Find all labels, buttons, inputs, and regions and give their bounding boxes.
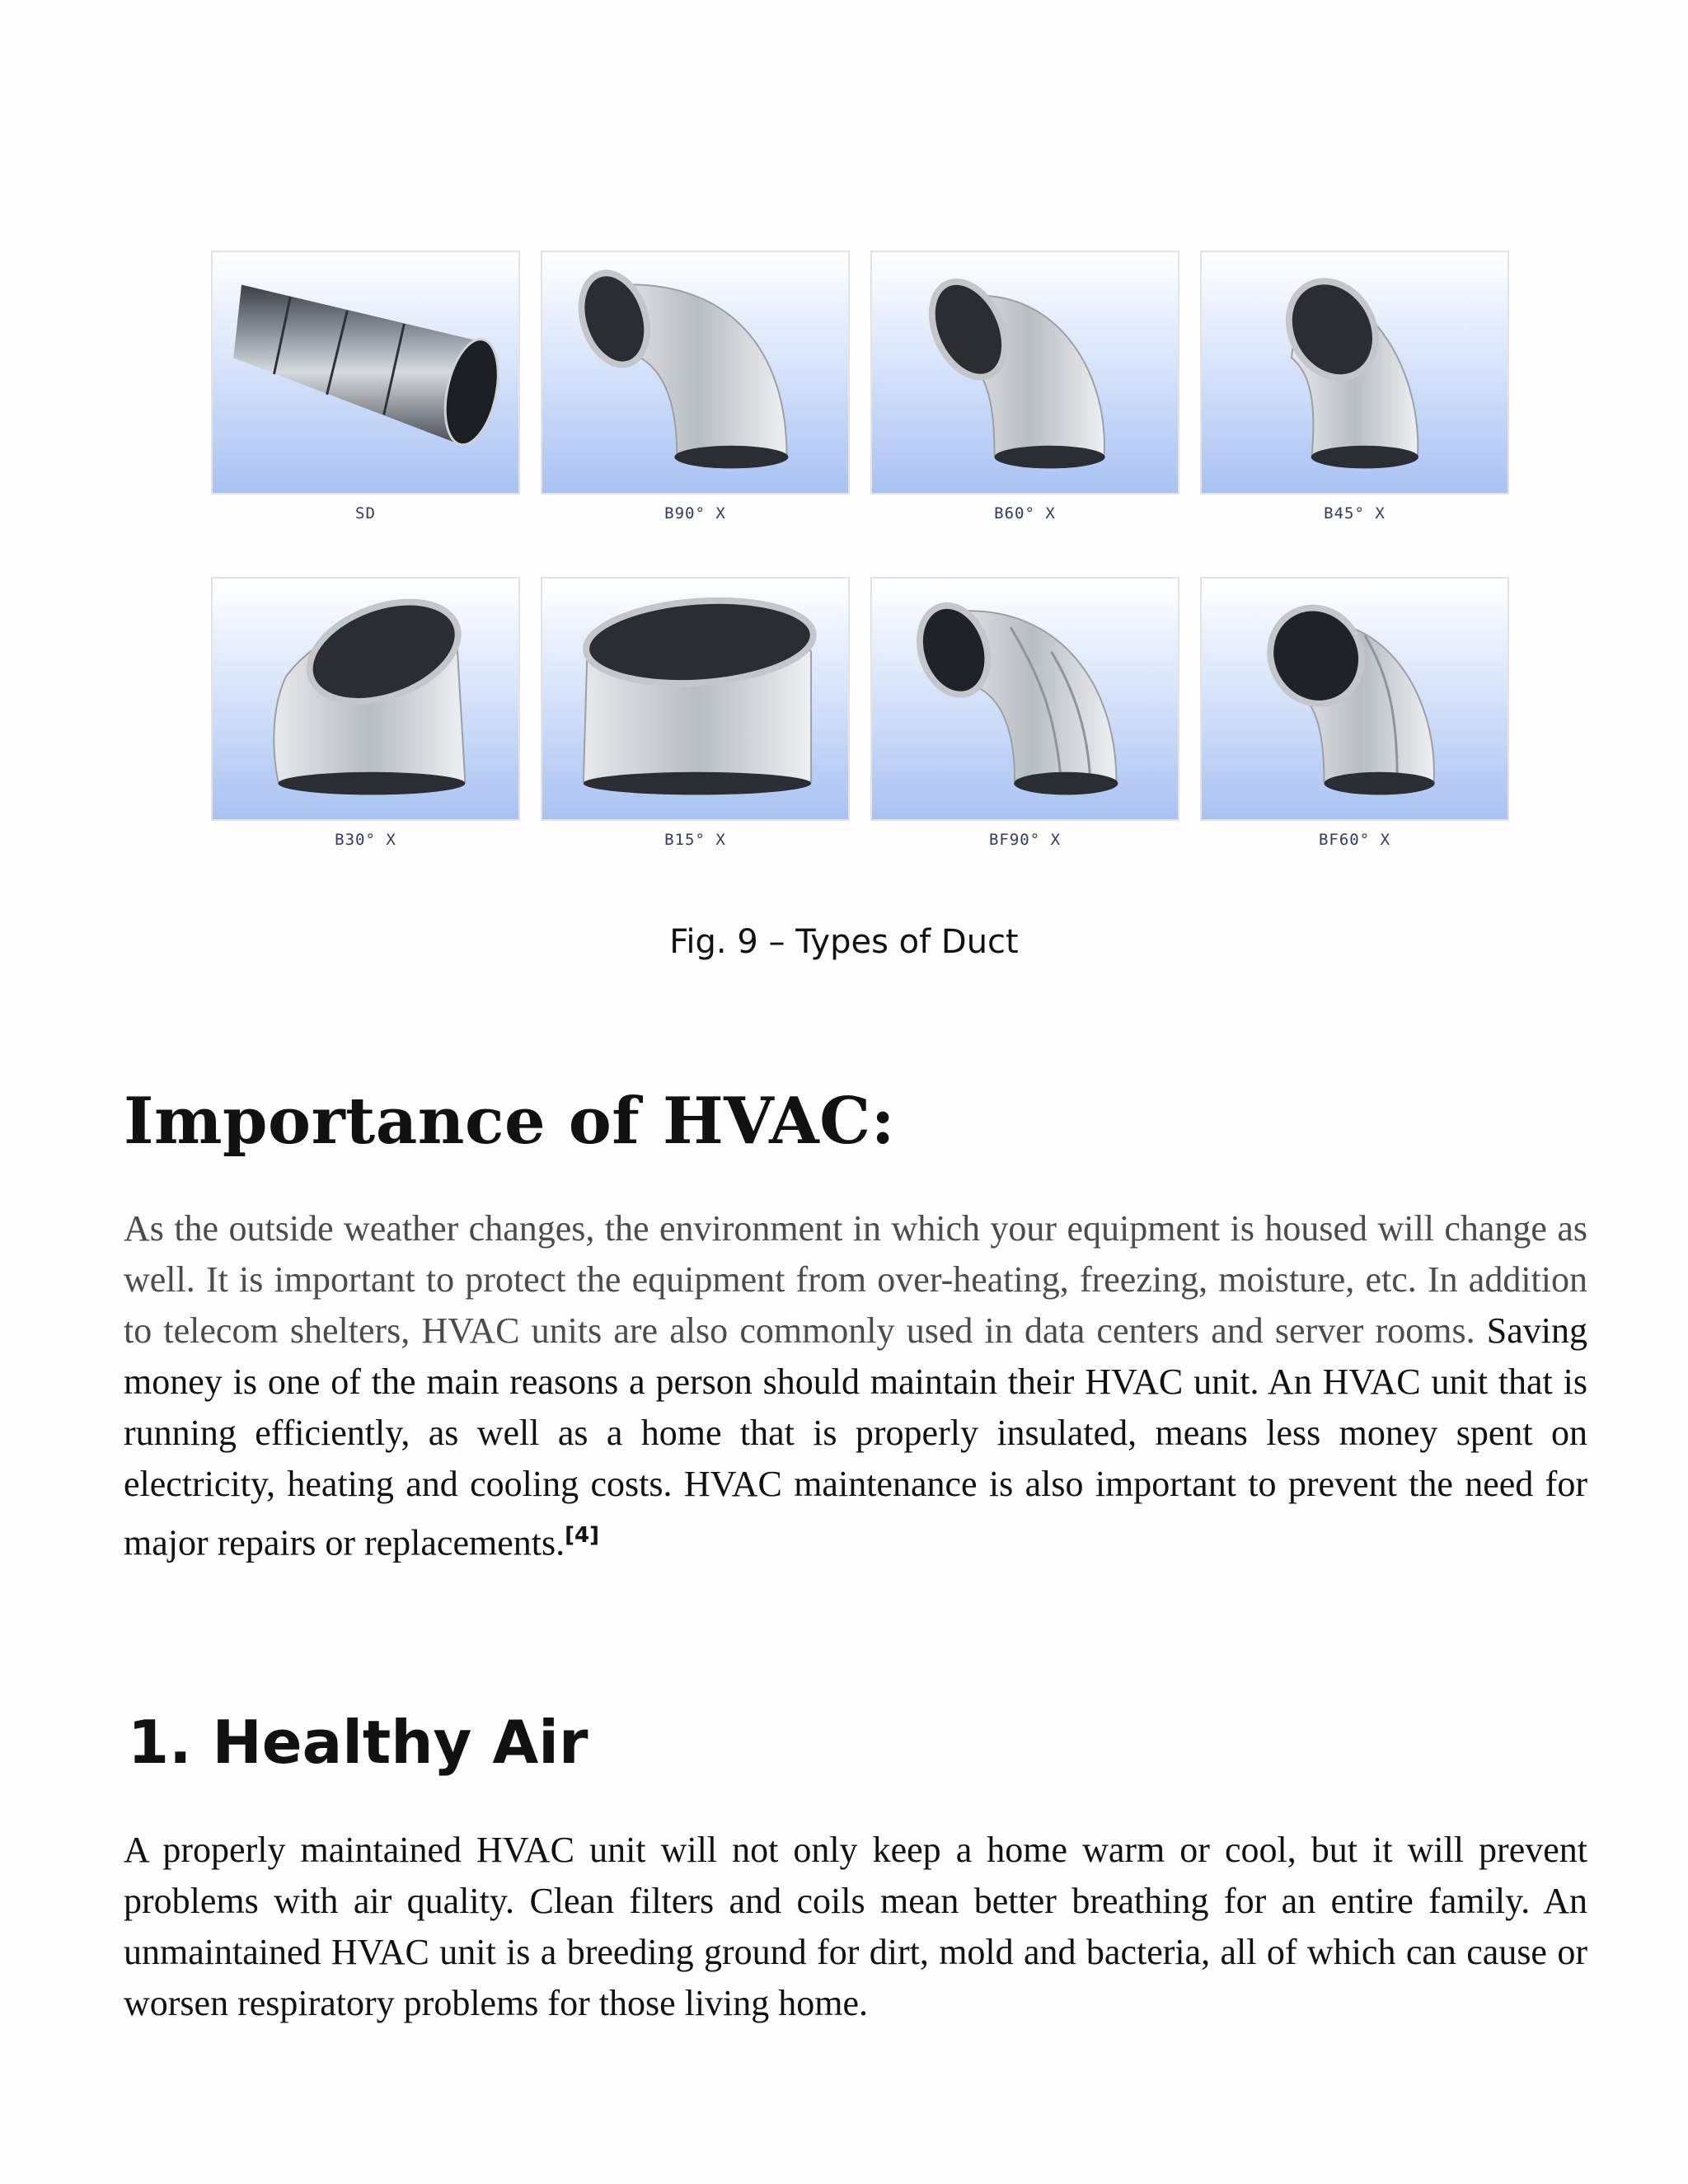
duct-tile <box>211 577 520 849</box>
duct-tile <box>870 251 1179 523</box>
duct-code: SD <box>355 504 376 523</box>
duct-tile <box>541 251 850 523</box>
duct-code: B60° X <box>994 504 1056 523</box>
duct-code: B30° X <box>335 831 396 849</box>
citation-marker: [4] <box>565 1523 599 1548</box>
duct-tile <box>1200 577 1509 849</box>
section-heading-importance: Importance of HVAC: <box>124 1084 896 1159</box>
figure-caption: Fig. 9 – Types of Duct <box>669 923 1019 961</box>
duct-code: B15° X <box>664 831 726 849</box>
duct-tile <box>541 577 850 849</box>
bend-15-image <box>541 577 850 821</box>
duct-tile <box>870 577 1179 849</box>
bend-f90-image <box>870 577 1179 821</box>
paragraph-text: Saving money is one of the main reasons a person should maintain their HVAC unit. An HVAC unit that is running efficiently, as well as a home that is properly insulated, means less money spent on electricity, heating and cooling costs. HVAC maintenance is also important to prevent the need for major repairs or replacements. <box>124 1310 1587 1563</box>
bend-f60-image <box>1200 577 1509 821</box>
duct-tile <box>211 251 520 523</box>
bend-30-image <box>211 577 520 821</box>
healthy-air-paragraph: A properly maintained HVAC unit will not only keep a home warm or cool, but it will prevent problems with air quality. Clean filters and coils mean better breathing for an entire family. An unmaintained HVAC unit is a breeding ground for dirt, mold and bacteria, all of which can cause or worsen respiratory problems for those living home. <box>124 1830 1587 2023</box>
section-heading-healthy-air: 1. Healthy Air <box>128 1708 588 1777</box>
duct-types-figure <box>211 251 1505 860</box>
duct-tile <box>1200 251 1509 523</box>
duct-code: BF90° X <box>988 831 1062 849</box>
duct-code: B45° X <box>1324 504 1386 523</box>
bend-45-image <box>1200 251 1509 494</box>
importance-paragraph <box>124 1203 1587 1569</box>
duct-code: B90° X <box>664 504 726 523</box>
paragraph-text-grey: As the outside weather changes, the environment in which your equipment is housed will change as well. It is important to protect the equipment from over-heating, freezing, moisture, etc. In addition to telecom shelters, HVAC units are also commonly used in data centers and server rooms. <box>124 1208 1587 1351</box>
straight-duct-image <box>211 251 520 494</box>
duct-code: BF60° X <box>1318 831 1391 849</box>
bend-90-image <box>541 251 850 494</box>
bend-60-image <box>870 251 1179 494</box>
